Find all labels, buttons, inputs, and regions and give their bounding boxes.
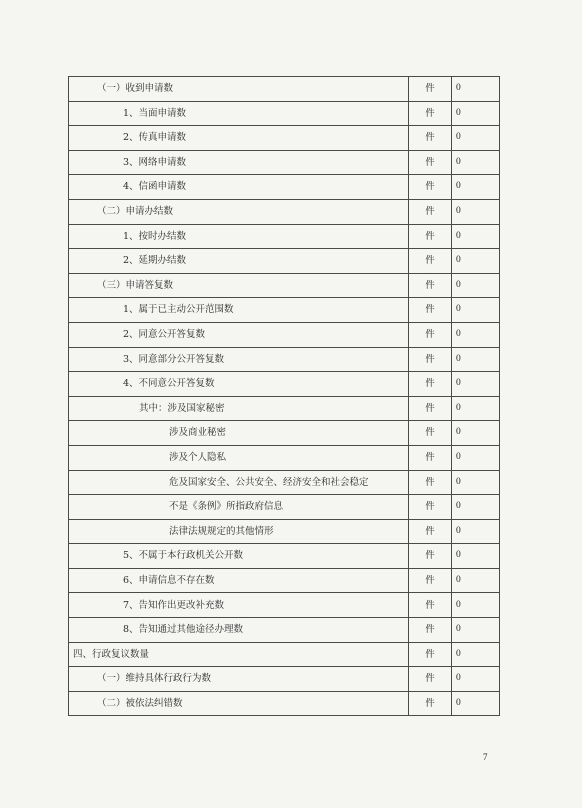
row-value: 0 [452,593,500,618]
row-label: 危及国家安全、公共安全、经济安全和社会稳定 [69,470,409,495]
row-unit: 件 [409,519,452,544]
table-row [69,372,500,397]
row-value: 0 [452,199,500,224]
row-label: （二）被依法纠错数 [69,691,409,716]
table-row [69,396,500,421]
table-row [69,618,500,643]
row-label: 3、同意部分公开答复数 [69,347,409,372]
row-value: 0 [452,372,500,397]
row-value: 0 [452,519,500,544]
row-label: 3、网络申请数 [69,150,409,175]
row-label: （一）维持具体行政行为数 [69,667,409,692]
row-unit: 件 [409,618,452,643]
row-label: 2、延期办结数 [69,249,409,274]
row-label: 4、信函申请数 [69,175,409,200]
statistics-table-body [69,77,500,716]
row-value: 0 [452,224,500,249]
row-label: 不是《条例》所指政府信息 [69,495,409,520]
row-unit: 件 [409,396,452,421]
row-unit: 件 [409,568,452,593]
row-label: 2、同意公开答复数 [69,322,409,347]
row-value: 0 [452,126,500,151]
table-row [69,322,500,347]
row-label: 1、属于已主动公开范围数 [69,298,409,323]
row-value: 0 [452,445,500,470]
row-unit: 件 [409,298,452,323]
row-value: 0 [452,347,500,372]
row-unit: 件 [409,224,452,249]
row-label: 7、告知作出更改补充数 [69,593,409,618]
table-row [69,273,500,298]
row-value: 0 [452,396,500,421]
row-unit: 件 [409,273,452,298]
table-row [69,519,500,544]
table-row [69,249,500,274]
row-label: （一）收到申请数 [69,77,409,102]
row-label: 2、传真申请数 [69,126,409,151]
row-unit: 件 [409,347,452,372]
row-value: 0 [452,544,500,569]
table-row [69,298,500,323]
row-value: 0 [452,691,500,716]
row-value: 0 [452,273,500,298]
row-unit: 件 [409,175,452,200]
row-value: 0 [452,77,500,102]
table-row [69,224,500,249]
table-row [69,593,500,618]
row-unit: 件 [409,77,452,102]
row-label: 1、当面申请数 [69,101,409,126]
row-value: 0 [452,322,500,347]
row-value: 0 [452,150,500,175]
row-unit: 件 [409,421,452,446]
row-value: 0 [452,421,500,446]
statistics-table [68,76,500,716]
row-label: 5、不属于本行政机关公开数 [69,544,409,569]
row-unit: 件 [409,642,452,667]
table-row [69,101,500,126]
row-value: 0 [452,667,500,692]
table-row [69,150,500,175]
row-label: 法律法规规定的其他情形 [69,519,409,544]
row-label: 8、告知通过其他途径办理数 [69,618,409,643]
row-label: （二）申请办结数 [69,199,409,224]
row-label: 其中：涉及国家秘密 [69,396,409,421]
row-value: 0 [452,642,500,667]
row-value: 0 [452,101,500,126]
row-unit: 件 [409,445,452,470]
row-value: 0 [452,470,500,495]
row-value: 0 [452,568,500,593]
table-row [69,347,500,372]
row-unit: 件 [409,101,452,126]
table-row [69,642,500,667]
row-unit: 件 [409,667,452,692]
row-unit: 件 [409,322,452,347]
row-label: 四、行政复议数量 [69,642,409,667]
row-value: 0 [452,175,500,200]
row-value: 0 [452,298,500,323]
row-unit: 件 [409,372,452,397]
row-label: 1、按时办结数 [69,224,409,249]
row-unit: 件 [409,470,452,495]
row-label: 4、不同意公开答复数 [69,372,409,397]
table-row [69,544,500,569]
row-label: 6、申请信息不存在数 [69,568,409,593]
table-row [69,77,500,102]
row-unit: 件 [409,199,452,224]
row-unit: 件 [409,593,452,618]
table-row [69,568,500,593]
row-unit: 件 [409,544,452,569]
row-label: 涉及商业秘密 [69,421,409,446]
table-row [69,445,500,470]
row-value: 0 [452,249,500,274]
table-row [69,691,500,716]
table-row [69,126,500,151]
row-unit: 件 [409,150,452,175]
row-unit: 件 [409,691,452,716]
row-unit: 件 [409,495,452,520]
table-row [69,175,500,200]
table-row [69,470,500,495]
page-number: 7 [483,752,488,762]
row-value: 0 [452,618,500,643]
table-row [69,421,500,446]
table-row [69,199,500,224]
row-value: 0 [452,495,500,520]
table-row [69,495,500,520]
row-unit: 件 [409,249,452,274]
table-row [69,667,500,692]
row-label: （三）申请答复数 [69,273,409,298]
row-label: 涉及个人隐私 [69,445,409,470]
row-unit: 件 [409,126,452,151]
